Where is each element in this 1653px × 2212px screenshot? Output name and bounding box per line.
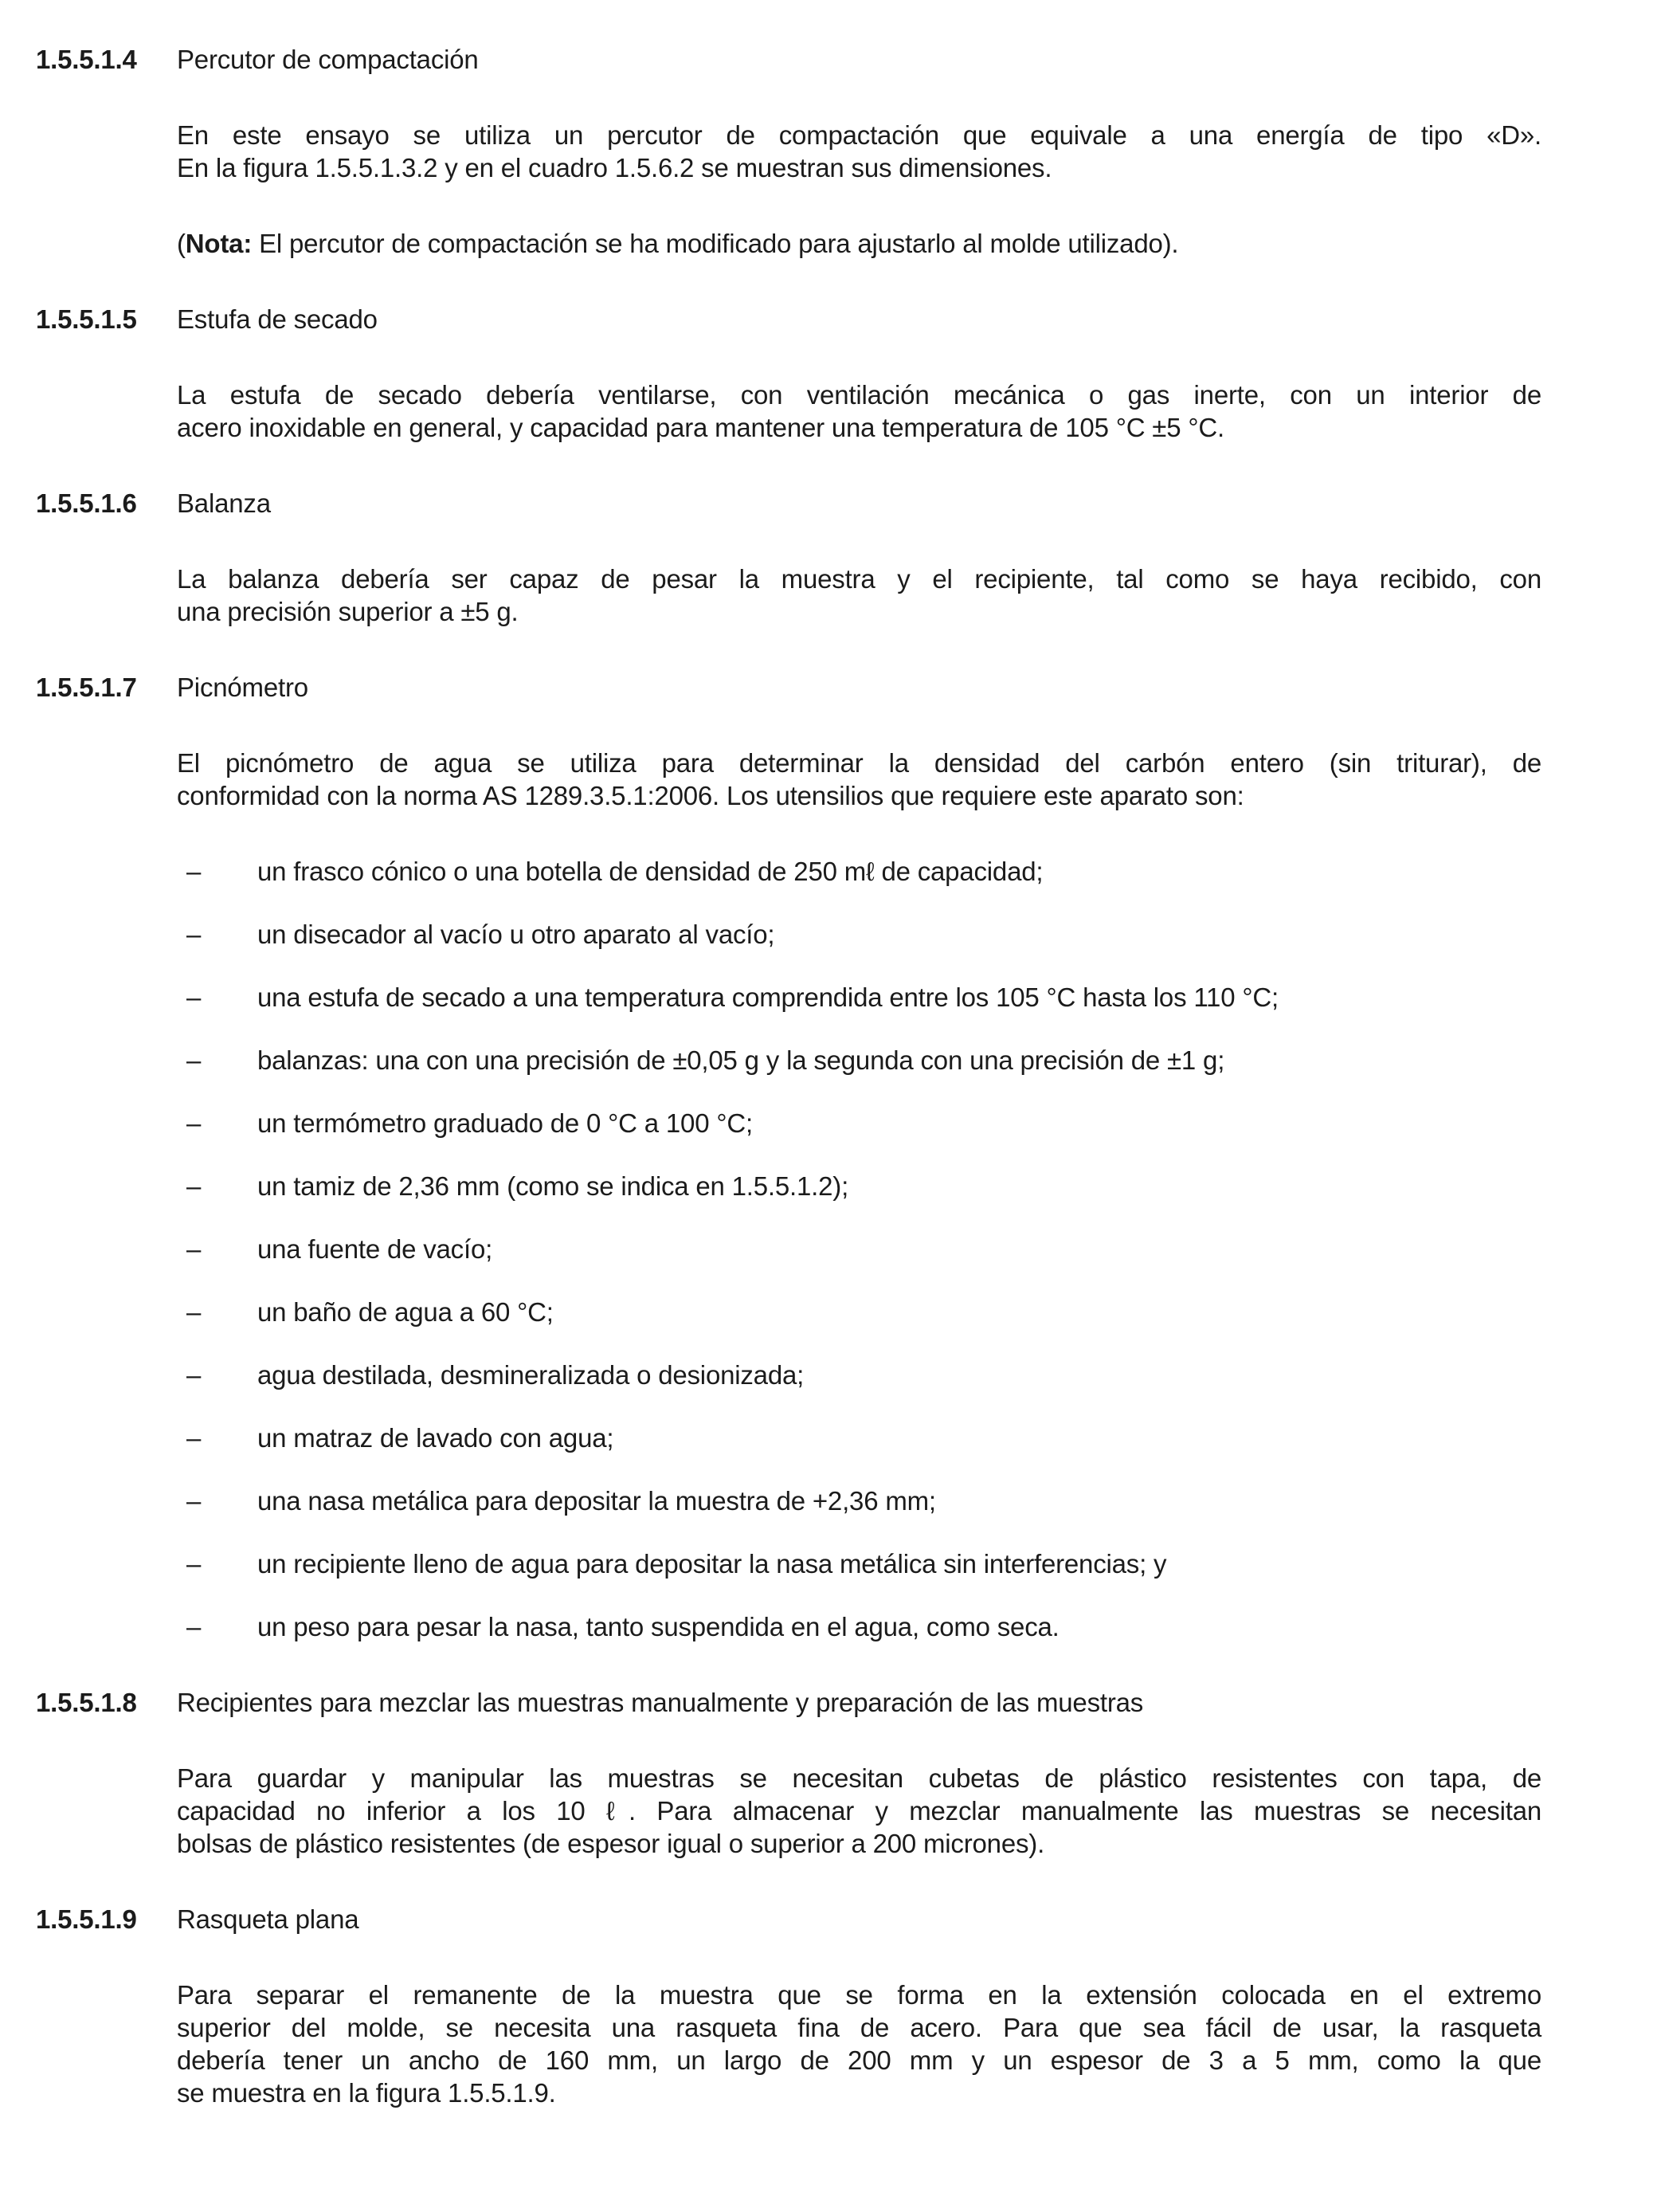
- dash-bullet: –: [186, 1486, 202, 1516]
- paragraph-line: El picnómetro de agua se utiliza para determinar la densidad del carbón entero (sin triturar), de: [177, 748, 1541, 778]
- section-heading-1.5.5.1.9: [36, 1903, 1541, 1936]
- section-number: 1.5.5.1.5: [36, 304, 137, 334]
- list-item: [177, 918, 1541, 951]
- list-item-text: un recipiente lleno de agua para depositar la nasa metálica sin interferencias; y: [257, 1549, 1167, 1579]
- paragraph-line: Para separar el remanente de la muestra que se forma en la extensión colocada en el extremo: [177, 1980, 1541, 2010]
- dash-bullet: –: [186, 1108, 202, 1138]
- section-number: 1.5.5.1.7: [36, 673, 137, 702]
- list-item-text: agua destilada, desmineralizada o desionizada;: [257, 1360, 805, 1390]
- list-item-text: un matraz de lavado con agua;: [257, 1423, 614, 1453]
- section-number: 1.5.5.1.8: [36, 1688, 137, 1717]
- note-open-paren: (: [177, 229, 186, 258]
- paragraph: [177, 563, 1541, 628]
- list-item-text: balanzas: una con una precisión de ±0,05 g y la segunda con una precisión de ±1 g;: [257, 1045, 1225, 1075]
- list-item: [177, 1610, 1541, 1643]
- list-item: [177, 1359, 1541, 1391]
- list-item: [177, 1547, 1541, 1580]
- section-heading-1.5.5.1.6: [36, 487, 1541, 520]
- list-item: [177, 1107, 1541, 1139]
- paragraph-line: capacidad no inferior a los 10 ℓ. Para almacenar y mezclar manualmente las muestras se necesitan: [177, 1796, 1541, 1826]
- list-item-text: un tamiz de 2,36 mm (como se indica en 1.5.5.1.2);: [257, 1171, 849, 1201]
- list-item-text: una estufa de secado a una temperatura comprendida entre los 105 °C hasta los 110 °C;: [257, 982, 1279, 1012]
- section-heading-1.5.5.1.4: [36, 43, 1541, 76]
- list-item-text: un termómetro graduado de 0 °C a 100 °C;: [257, 1108, 753, 1138]
- paragraph-line: En este ensayo se utiliza un percutor de compactación que equivale a una energía de tipo «D».: [177, 120, 1541, 150]
- dash-bullet: –: [186, 1297, 202, 1327]
- dash-bullet: –: [186, 1234, 202, 1264]
- paragraph-line: superior del molde, se necesita una rasqueta fina de acero. Para que sea fácil de usar, la rasqueta: [177, 2013, 1541, 2042]
- paragraph-line: se muestra en la figura 1.5.5.1.9.: [177, 2078, 556, 2108]
- dash-bullet: –: [186, 1549, 202, 1579]
- dash-bullet: –: [186, 982, 202, 1012]
- list-item: [177, 1422, 1541, 1454]
- note-label: Nota:: [185, 229, 253, 258]
- section-title: Recipientes para mezclar las muestras manualmente y preparación de las muestras: [177, 1688, 1144, 1717]
- dash-bullet: –: [186, 1423, 202, 1453]
- list-item: [177, 1044, 1541, 1077]
- list-item-text: un disecador al vacío u otro aparato al vacío;: [257, 920, 775, 949]
- dash-bullet: –: [186, 1045, 202, 1075]
- dash-bullet: –: [186, 1171, 202, 1201]
- dash-bullet: –: [186, 1612, 202, 1641]
- list-item: [177, 855, 1541, 888]
- section-title: Rasqueta plana: [177, 1904, 359, 1934]
- list-item: [177, 981, 1541, 1014]
- section-title: Picnómetro: [177, 673, 308, 702]
- paragraph-line: debería tener un ancho de 160 mm, un largo de 200 mm y un espesor de 3 a 5 mm, como la que: [177, 2045, 1541, 2075]
- paragraph: [177, 1979, 1541, 2109]
- paragraph: [177, 119, 1541, 184]
- note-paragraph: [177, 227, 1541, 260]
- section-heading-1.5.5.1.7: [36, 671, 1541, 704]
- list-item-text: una nasa metálica para depositar la muestra de +2,36 mm;: [257, 1486, 936, 1516]
- dash-bullet: –: [186, 920, 202, 949]
- paragraph-line: conformidad con la norma AS 1289.3.5.1:2006. Los utensilios que requiere este aparato son:: [177, 781, 1244, 810]
- list-item: [177, 1170, 1541, 1202]
- paragraph-line: La estufa de secado debería ventilarse, con ventilación mecánica o gas inerte, con un interior de: [177, 380, 1541, 410]
- note-text: El percutor de compactación se ha modificado para ajustarlo al molde utilizado).: [252, 229, 1179, 258]
- section-title: Percutor de compactación: [177, 45, 479, 74]
- section-number: 1.5.5.1.9: [36, 1904, 137, 1934]
- section-title: Balanza: [177, 488, 271, 518]
- list-item-text: un frasco cónico o una botella de densidad de 250 mℓ de capacidad;: [257, 857, 1044, 886]
- section-title: Estufa de secado: [177, 304, 378, 334]
- list-item-text: una fuente de vacío;: [257, 1234, 493, 1264]
- list-item: [177, 1296, 1541, 1328]
- paragraph-line: una precisión superior a ±5 g.: [177, 597, 519, 626]
- paragraph: [177, 747, 1541, 812]
- paragraph-line: La balanza debería ser capaz de pesar la muestra y el recipiente, tal como se haya recibido, con: [177, 564, 1541, 594]
- paragraph: [177, 1762, 1541, 1860]
- dash-bullet: –: [186, 857, 202, 886]
- paragraph-line: bolsas de plástico resistentes (de espesor igual o superior a 200 micrones).: [177, 1829, 1045, 1858]
- paragraph-line: acero inoxidable en general, y capacidad para mantener una temperatura de 105 °C ±5 °C.: [177, 413, 1224, 442]
- paragraph: [177, 378, 1541, 444]
- section-number: 1.5.5.1.6: [36, 488, 137, 518]
- list-item: [177, 1484, 1541, 1517]
- section-heading-1.5.5.1.8: [36, 1686, 1541, 1719]
- dash-bullet: –: [186, 1360, 202, 1390]
- paragraph-line: Para guardar y manipular las muestras se necesitan cubetas de plástico resistentes con tapa, de: [177, 1763, 1541, 1793]
- list-item-text: un peso para pesar la nasa, tanto suspendida en el agua, como seca.: [257, 1612, 1060, 1641]
- list-item-text: un baño de agua a 60 °C;: [257, 1297, 554, 1327]
- list-item: [177, 1233, 1541, 1265]
- section-heading-1.5.5.1.5: [36, 303, 1541, 335]
- note-line: [177, 227, 1541, 260]
- paragraph-line: En la figura 1.5.5.1.3.2 y en el cuadro 1.5.6.2 se muestran sus dimensiones.: [177, 153, 1052, 182]
- section-number: 1.5.5.1.4: [36, 45, 137, 74]
